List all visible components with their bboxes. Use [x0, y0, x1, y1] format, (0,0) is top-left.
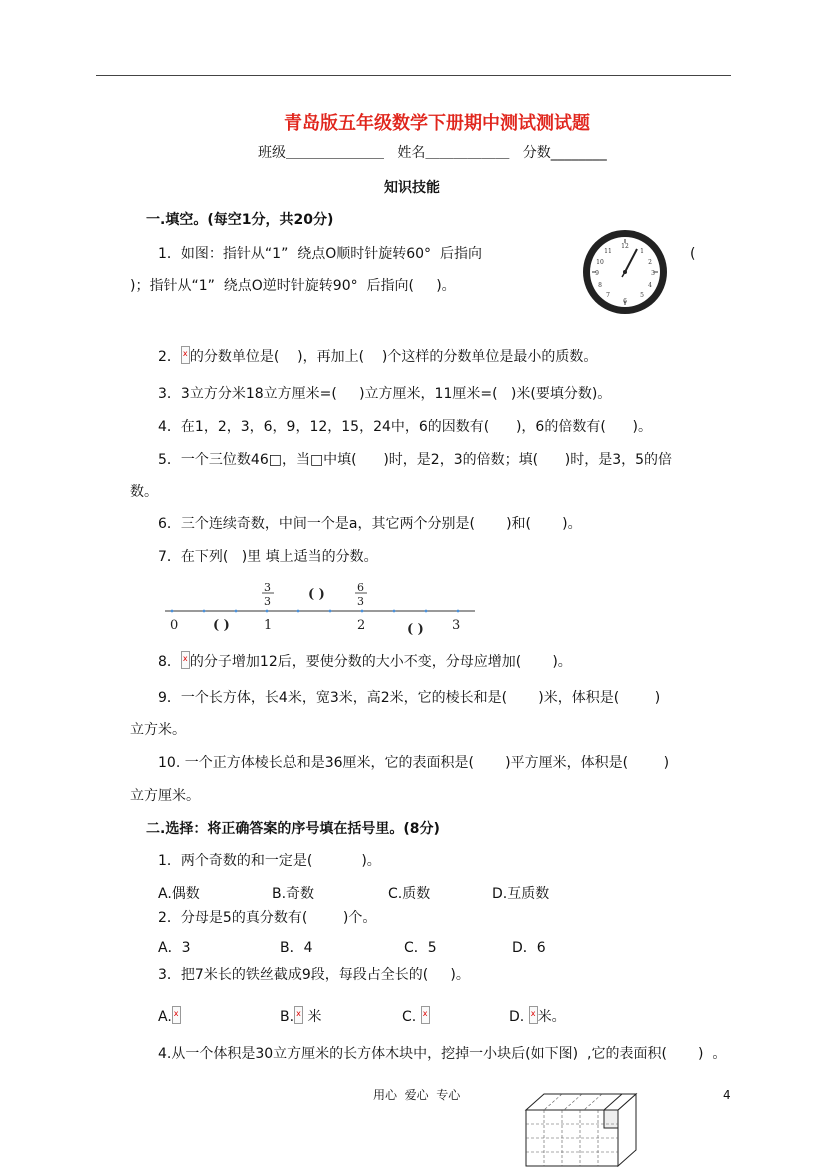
q2-line: 2． x 的分数单位是( )，再加上( )个这样的分数单位是最小的质数。	[158, 346, 597, 366]
fraction-numerator: 6	[357, 581, 364, 594]
p2-q2-option-d: D．6	[512, 940, 546, 956]
fraction-image-icon	[181, 651, 190, 669]
cuboid-figure-icon	[522, 1088, 646, 1168]
svg-text:2: 2	[648, 259, 652, 266]
p2-q1-option-b: B.奇数	[272, 886, 315, 902]
p2-q4-line: 4.从一个体积是30立方厘米的长方体木块中，挖掉一小块后(如下图) ,它的表面积( ) 。	[158, 1046, 727, 1062]
q10-line2: 立方厘米。	[130, 788, 200, 804]
svg-text:11: 11	[604, 248, 612, 255]
tick-label: 0	[170, 618, 179, 633]
svg-text:12: 12	[621, 243, 629, 250]
fraction-image-icon	[529, 1006, 538, 1024]
q5-line2: 数。	[130, 484, 158, 500]
q10-line1: 10. 一个正方体棱长总和是36厘米，它的表面积是( )平方厘米，体积是( )	[158, 755, 670, 771]
page-number: 4	[723, 1088, 731, 1102]
p2-q2-option-c: C．5	[404, 940, 437, 956]
footer-motto: 用心 爱心 专心	[373, 1088, 461, 1102]
fraction-denominator: 3	[357, 595, 364, 608]
fraction-image-icon	[421, 1006, 430, 1024]
fraction-numerator: 3	[264, 581, 271, 594]
q1-paren: (	[690, 246, 696, 262]
p2-q3-option-b: B. x 米	[280, 1006, 322, 1026]
svg-text:1: 1	[640, 248, 644, 255]
svg-text:3: 3	[651, 270, 655, 277]
p2-q3-line: 3．把7米长的铁丝截成9段，每段占全长的( )。	[158, 967, 470, 983]
fraction-image-icon	[294, 1006, 303, 1024]
clock-icon	[580, 227, 670, 317]
section-heading: 知识技能	[384, 180, 440, 196]
p2-q2-line: 2．分母是5的真分数有( )个。	[158, 910, 377, 926]
svg-text:8: 8	[598, 282, 602, 289]
tick-label: 1	[264, 618, 273, 633]
p2-q3-option-c: C. x	[402, 1006, 430, 1026]
svg-text:7: 7	[606, 292, 610, 299]
q4-line: 4．在1，2，3，6，9，12，15，24中，6的因数有( )，6的倍数有( )。	[158, 419, 652, 435]
part2-heading: 二.选择：将正确答案的序号填在括号里。(8分)	[146, 821, 440, 837]
q9-line1: 9．一个长方体，长4米，宽3米，高2米，它的棱长和是( )米，体积是( )	[158, 690, 661, 706]
q1-line2: )；指针从“1” 绕点O逆时针旋转90° 后指向( )。	[130, 278, 456, 294]
svg-text:10: 10	[596, 259, 604, 266]
q5-line1: 5．一个三位数46□，当□中填( )时，是2，3的倍数；填( )时，是3，5的倍	[158, 452, 673, 468]
p2-q1-option-d: D.互质数	[492, 886, 550, 902]
number-line	[160, 576, 480, 636]
part1-heading: 一.填空。(每空1分，共20分)	[146, 212, 334, 228]
svg-text:5: 5	[640, 292, 644, 299]
q8-line: 8． x 的分子增加12后，要使分数的大小不变，分母应增加( )。	[158, 651, 572, 671]
header-rule	[96, 75, 731, 76]
tick-label: 3	[452, 618, 461, 633]
svg-text:4: 4	[648, 282, 652, 289]
p2-q3-option-a: A. x	[158, 1006, 181, 1026]
q3-line: 3．3立方分米18立方厘米=( )立方厘米，11厘米=( )米(要填分数)。	[158, 386, 612, 402]
q7-line: 7．在下列( )里 填上适当的分数。	[158, 549, 378, 565]
p2-q2-option-b: B．4	[280, 940, 313, 956]
p2-q3-option-d: D. x 米。	[509, 1006, 566, 1026]
p2-q2-option-a: A．3	[158, 940, 191, 956]
p2-q1-line: 1．两个奇数的和一定是( )。	[158, 853, 381, 869]
fraction-image-icon	[172, 1006, 181, 1024]
svg-text:9: 9	[595, 270, 599, 277]
fraction-denominator: 3	[264, 595, 271, 608]
student-info-line: 班级＿＿＿＿＿＿＿ 姓名＿＿＿＿＿＿ 分数________	[258, 145, 607, 161]
blank-paren: ( )	[407, 622, 424, 636]
fraction-image-icon	[181, 346, 190, 364]
page-title: 青岛版五年级数学下册期中测试测试题	[284, 113, 590, 134]
svg-text:6: 6	[623, 298, 627, 305]
q6-line: 6．三个连续奇数，中间一个是a，其它两个分别是( )和( )。	[158, 516, 582, 532]
q9-line2: 立方米。	[130, 722, 186, 738]
q1-line1: 1．如图：指针从“1” 绕点O顺时针旋转60° 后指向	[158, 246, 482, 262]
p2-q1-option-c: C.质数	[388, 886, 431, 902]
p2-q1-option-a: A.偶数	[158, 886, 200, 902]
blank-paren: ( )	[213, 618, 230, 633]
tick-label: 2	[357, 618, 366, 633]
blank-paren: ( )	[308, 587, 325, 602]
